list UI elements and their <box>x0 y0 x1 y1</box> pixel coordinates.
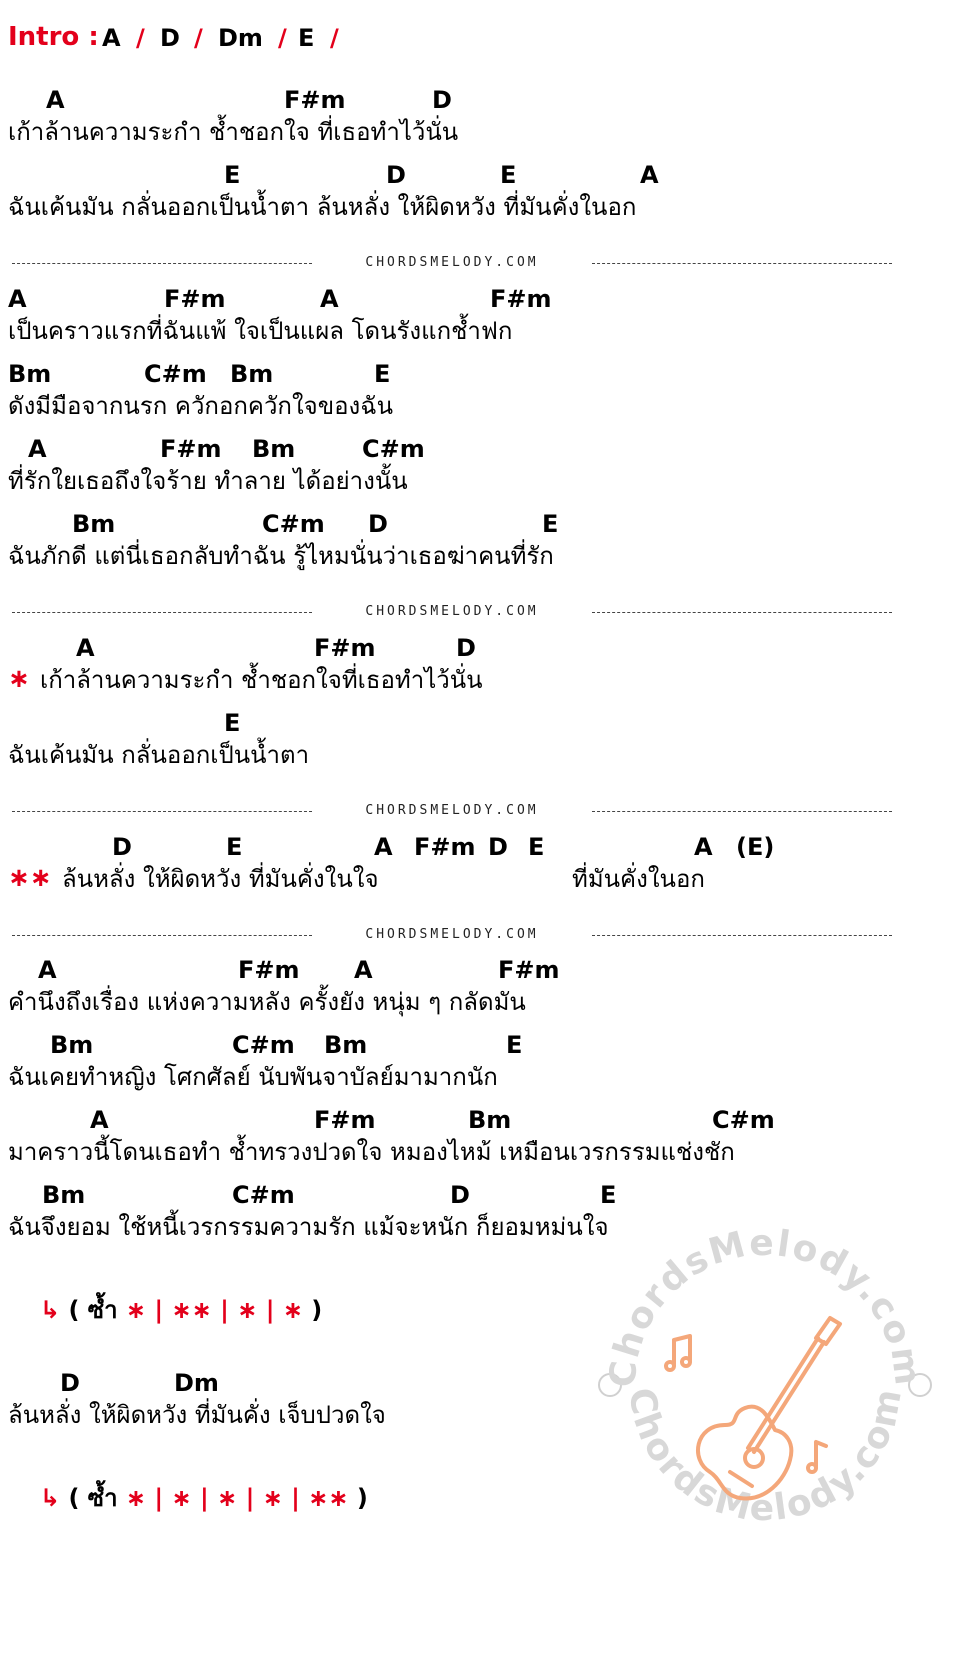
repeat-item: ∗ <box>125 1296 147 1324</box>
lyric-line: ฉันภักดี แต่นี่เธอกลับทำฉัน รู้ไหมนั่นว่าเธอฆ่าคนที่รัก <box>8 542 554 570</box>
lyric-line: ที่มันคั่งในอก <box>572 865 705 893</box>
guitar-icon <box>590 1210 940 1560</box>
repeat-separator: | <box>154 1484 164 1512</box>
chord: C#m <box>232 1181 295 1209</box>
repeat-separator: | <box>265 1296 275 1324</box>
chord: Bm <box>50 1031 94 1059</box>
divider-site-text: CHORDSMELODY.COM <box>365 255 539 270</box>
repeat-open: ( ซ้ำ <box>68 1484 118 1512</box>
chord: Bm <box>230 360 274 388</box>
chord: E <box>600 1181 617 1209</box>
chord: F#m <box>314 634 376 662</box>
repeat-instruction <box>40 1298 322 1322</box>
chord: E <box>528 833 545 861</box>
chord: E <box>506 1031 523 1059</box>
repeat-instruction <box>40 1486 368 1510</box>
chord: F#m <box>490 285 552 313</box>
intro-label: Intro : <box>8 22 99 52</box>
divider-site-text: CHORDSMELODY.COM <box>365 604 539 619</box>
lyric-line: ฉันเค้นมัน กลั่นออกเป็นน้ำตา ล้นหลั่ง ให้ผิดหวัง ที่มันคั่งในอก <box>8 193 637 221</box>
chord: D <box>432 86 452 114</box>
divider-site-text: CHORDSMELODY.COM <box>365 927 539 942</box>
intro-separator: / <box>330 24 339 52</box>
chord: Bm <box>72 510 116 538</box>
chord: F#m <box>164 285 226 313</box>
chord: D <box>456 634 476 662</box>
svg-text:ChordsMelody.com: ChordsMelody.com <box>602 1222 929 1390</box>
section-marker-double-star: ∗∗ <box>8 863 52 893</box>
repeat-close: ) <box>356 1484 368 1512</box>
repeat-separator: | <box>245 1484 255 1512</box>
chord: C#m <box>712 1106 775 1134</box>
intro-separator: / <box>136 24 145 52</box>
chord: C#m <box>232 1031 295 1059</box>
chord: F#m <box>314 1106 376 1134</box>
chord: Bm <box>324 1031 368 1059</box>
chord: Bm <box>252 435 296 463</box>
chord: E <box>500 161 517 189</box>
repeat-item: ∗ <box>125 1484 147 1512</box>
chord: E <box>224 161 241 189</box>
chord: F#m <box>238 956 300 984</box>
intro-chord: D <box>160 24 180 52</box>
svg-text:ChordsMelody.com: ChordsMelody.com <box>620 1384 911 1530</box>
section-divider <box>12 255 892 271</box>
lyric-line: คำนึงถึงเรื่อง แห่งความหลัง ครั้งยัง หนุ่ม ๆ กลัดมัน <box>8 988 526 1016</box>
chord: A <box>46 86 65 114</box>
repeat-separator: | <box>220 1296 229 1324</box>
chord: Bm <box>468 1106 512 1134</box>
lyric-line: ฉันจึงยอม ใช้หนี้เวรกรรมความรัก แม้จะหนัก ก็ยอมหม่นใจ <box>8 1213 609 1241</box>
repeat-item: ∗ <box>217 1484 238 1512</box>
lyric-line: ฉันเค้นมัน กลั่นออกเป็นน้ำตา <box>8 741 310 769</box>
chord: A <box>694 833 713 861</box>
lyric-line: เก้าล้านความระกำ ช้ำชอกใจที่เธอทำไว้นั่น <box>40 666 483 694</box>
repeat-item: ∗ <box>237 1296 258 1324</box>
chord: Bm <box>8 360 52 388</box>
chord: Bm <box>42 1181 86 1209</box>
chord: E <box>374 360 391 388</box>
chord: E <box>226 833 243 861</box>
intro-chord: Dm <box>218 24 263 52</box>
repeat-item: ∗∗ <box>308 1484 349 1512</box>
lyric-line: มาคราวนี้โดนเธอทำ ช้ำทรวงปวดใจ หมองไหม้ เหมือนเวรกรรมแช่งชัก <box>8 1138 735 1166</box>
chord: E <box>224 709 241 737</box>
repeat-item: ∗ <box>262 1484 283 1512</box>
chord: A <box>354 956 373 984</box>
chord: F#m <box>414 833 476 861</box>
chord: D <box>112 833 132 861</box>
chord: A <box>320 285 339 313</box>
chord: C#m <box>362 435 425 463</box>
chord: E <box>542 510 559 538</box>
lyric-line: ที่รักใยเธอถึงใจร้าย ทำลาย ได้อย่างนั้น <box>8 467 408 495</box>
lyric-line: เก้าล้านความระกำ ช้ำชอกใจ ที่เธอทำไว้นั่น <box>8 118 459 146</box>
chord: D <box>488 833 508 861</box>
repeat-separator: | <box>199 1484 209 1512</box>
chord: F#m <box>284 86 346 114</box>
chord: D <box>450 1181 470 1209</box>
section-divider <box>12 604 892 620</box>
return-arrow-icon: ↳ <box>40 1296 61 1324</box>
intro-chord: A <box>102 24 121 52</box>
chord: D <box>60 1369 80 1397</box>
section-marker-star: ∗ <box>8 664 30 694</box>
chord: (E) <box>736 833 775 861</box>
chord: D <box>386 161 406 189</box>
lyric-line: ดังมีมือจากนรก ควักอกควักใจของฉัน <box>8 392 394 420</box>
watermark-logo <box>590 1210 940 1560</box>
chord: A <box>8 285 27 313</box>
chord: C#m <box>144 360 207 388</box>
repeat-separator: | <box>154 1296 164 1324</box>
chord: F#m <box>160 435 222 463</box>
lyric-line: ล้นหลั่ง ให้ผิดหวัง ที่มันคั่งในใจ <box>62 865 379 893</box>
repeat-item: ∗∗ <box>171 1296 212 1324</box>
chord: A <box>90 1106 109 1134</box>
chord: C#m <box>262 510 325 538</box>
chord: Dm <box>174 1369 219 1397</box>
section-divider <box>12 803 892 819</box>
repeat-open: ( ซ้ำ <box>68 1296 118 1324</box>
chord: A <box>374 833 393 861</box>
chord: A <box>640 161 659 189</box>
chord: A <box>76 634 95 662</box>
repeat-separator: | <box>291 1484 300 1512</box>
chord: D <box>368 510 388 538</box>
intro-separator: / <box>278 24 287 52</box>
lyric-line: ล้นหลั่ง ให้ผิดหวัง ที่มันคั่ง เจ็บปวดใจ <box>8 1401 386 1429</box>
lyric-line: เป็นคราวแรกที่ฉันแพ้ ใจเป็นแผล โดนรังแกช้ำฟก <box>8 317 513 345</box>
repeat-item: ∗ <box>171 1484 192 1512</box>
chord: A <box>28 435 47 463</box>
repeat-close: ) <box>311 1296 323 1324</box>
intro-chord: E <box>298 24 315 52</box>
chord: A <box>38 956 57 984</box>
intro-separator: / <box>194 24 203 52</box>
section-divider <box>12 927 892 943</box>
divider-site-text: CHORDSMELODY.COM <box>365 803 539 818</box>
chord: F#m <box>498 956 560 984</box>
return-arrow-icon: ↳ <box>40 1484 61 1512</box>
lyric-line: ฉันเคยทำหญิง โศกศัลย์ นับพันจาบัลย์มามากนัก <box>8 1063 498 1091</box>
repeat-item: ∗ <box>282 1296 303 1324</box>
